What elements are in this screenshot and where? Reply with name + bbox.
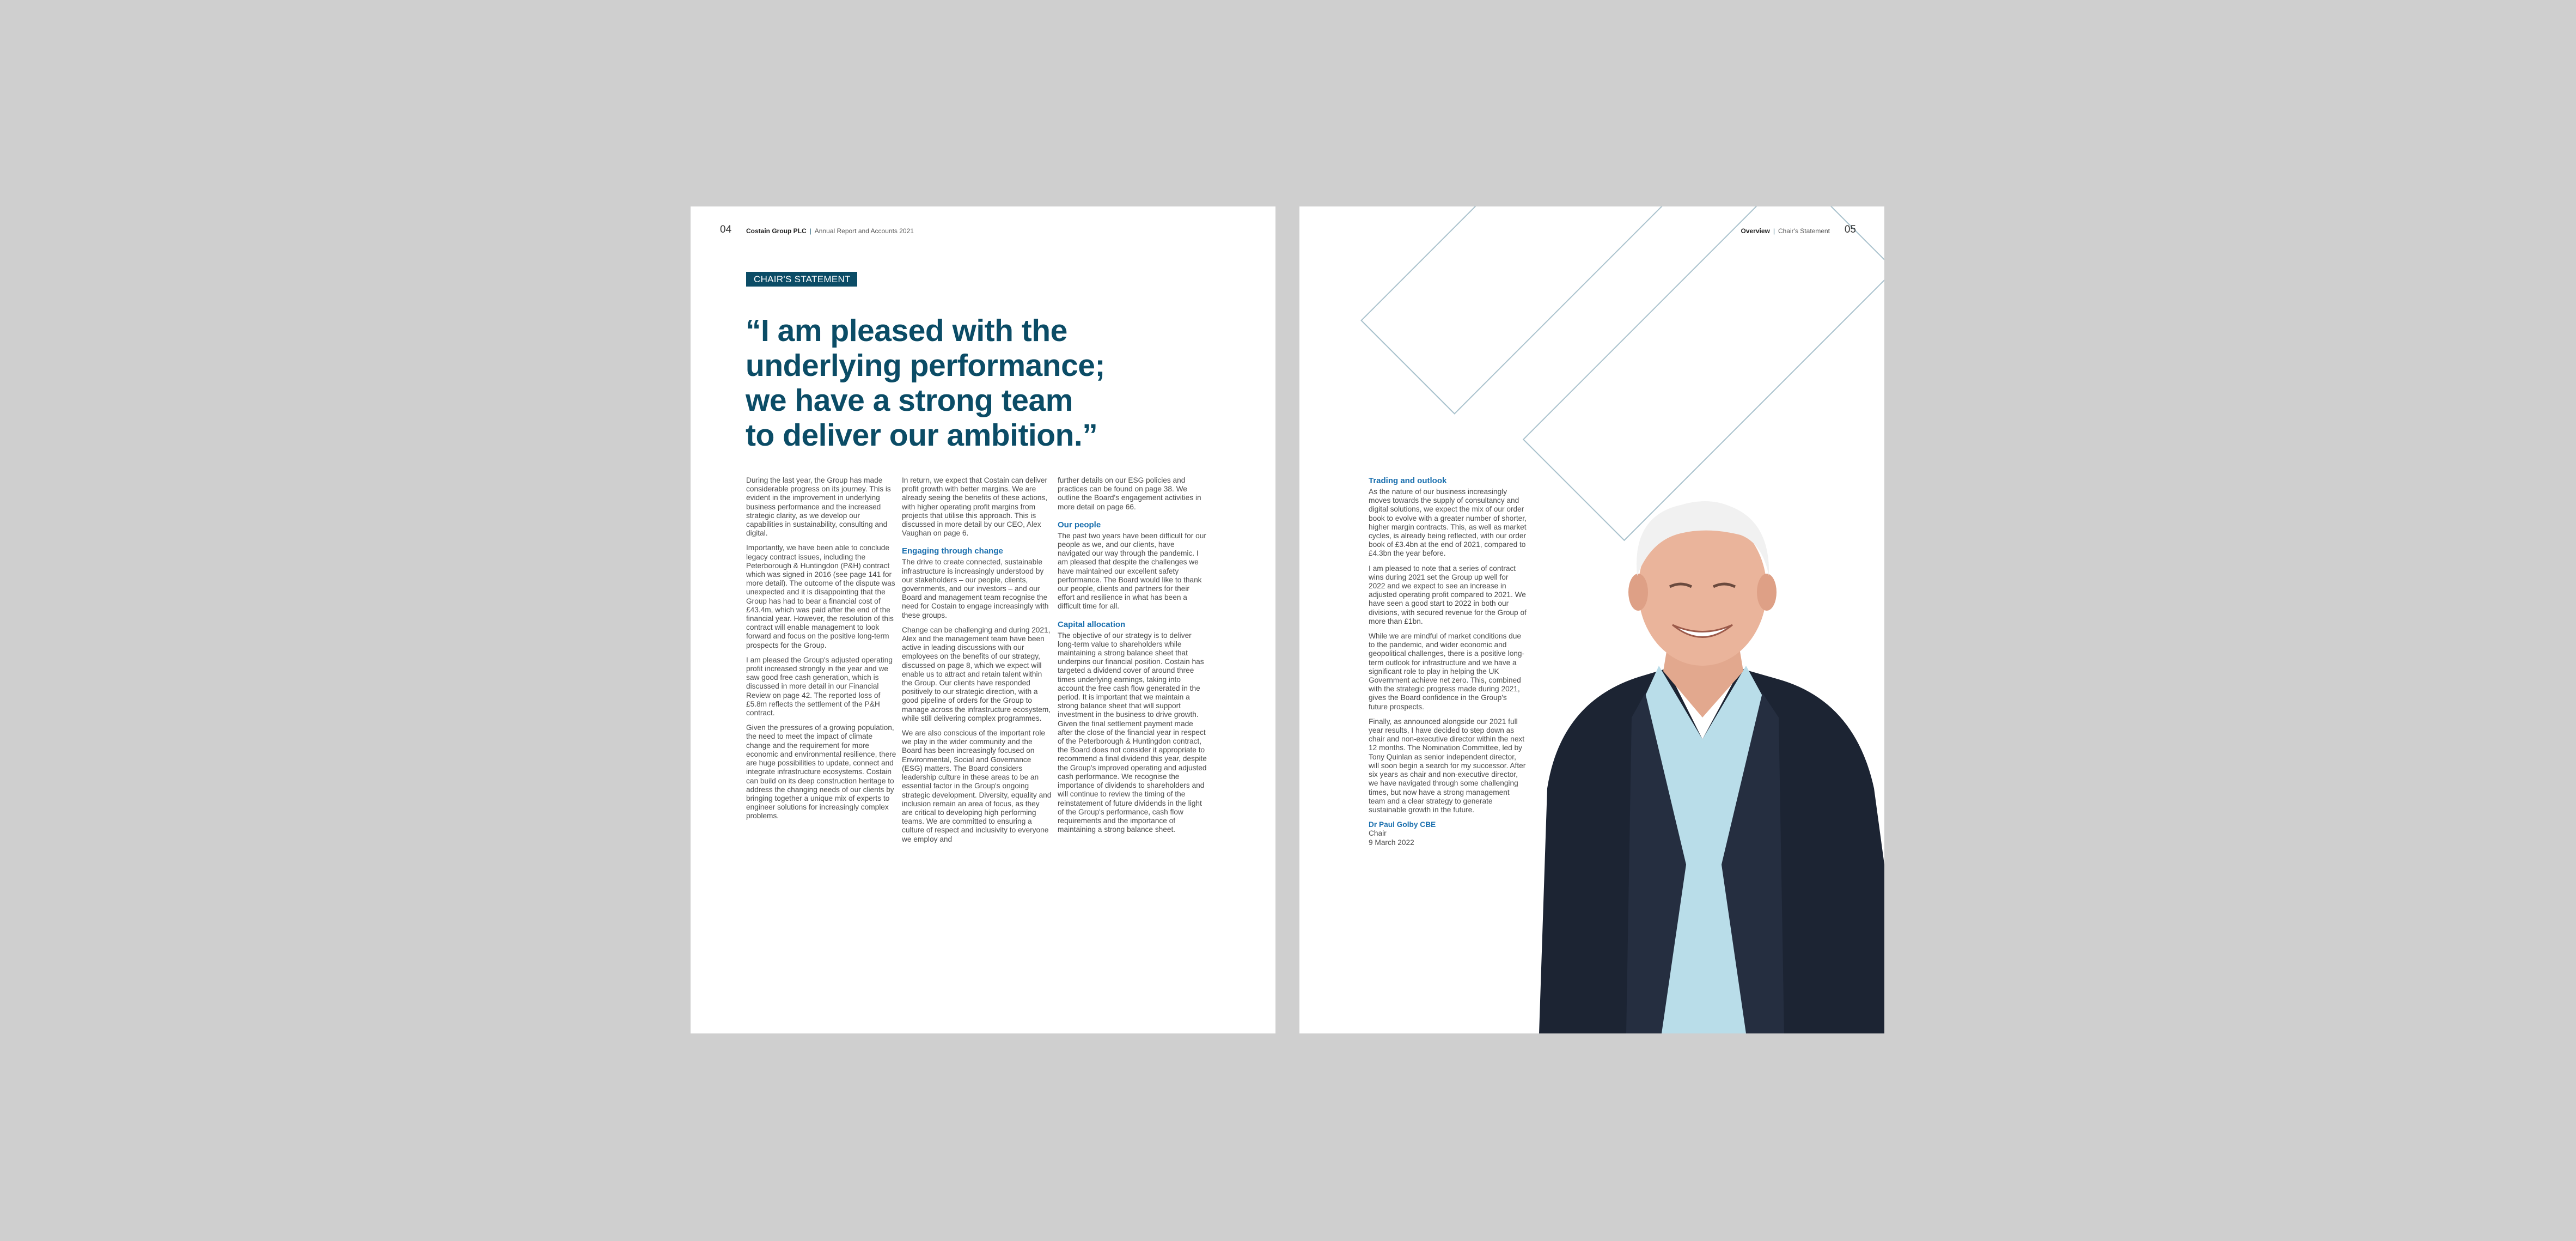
body-paragraph: further details on our ESG policies and practices can be found on page 38. We outline the Board's engagement activities in more detail on page 66. [1058,476,1201,511]
signature-date: 9 March 2022 [1369,838,1414,847]
page-number: 04 [720,224,732,235]
body-paragraph: The objective of our strategy is to deliver long-term value to shareholders while maintaining a strong balance sheet that underpins our financial position. Costain has targeted a dividend cover of around three times underlying earnings, taking into account the free cash flow generated in the period. It is important that we maintain a strong balance sheet that will support investment in the business to drive growth. Given the final settlement payment made after the close of the financial year in respect of the Peterborough & Huntingdon contract, the Board does not consider it appropriate to recommend a final dividend this year, despite the Group's improved operating and adjusted cash performance. We recognise the importance of dividends to shareholders and will continue to review the timing of the reinstatement of future dividends in the light of the Group's performance, cash flow requirements and the importance of maintaining a strong balance sheet. [1058,631,1207,834]
quote-line: underlying performance; [746,348,1105,383]
body-paragraph: I am pleased to note that a series of contract wins during 2021 set the Group up well for 2022 and we expect to see an increase in adjusted operating profit compared to 2021. We have seen a good start to 2022 in both our divisions, with secured revenue for the Group of more than £1bn. [1369,564,1527,625]
body-paragraph: Change can be challenging and during 2021, Alex and the management team have been active in leading discussions with our employees on the benefits of our strategy, discussed on page 8, which we expect will enable us to attract and retain talent within the Group. Our clients have responded positively to our strategic direction, with a good pipeline of orders for the Group to manage across the infrastructure ecosystem, while still delivering complex programmes. [902,625,1051,722]
chair-portrait [1523,483,1884,1033]
running-header: Costain Group PLC | Annual Report and Accounts 2021 [746,227,914,235]
section-heading-trading: Trading and outlook [1369,476,1447,485]
right-page [1299,206,1884,1033]
text-column-3 [1058,476,1208,840]
text-column-right [1369,476,1527,847]
signature-block [1369,820,1527,847]
body-paragraph: In return, we expect that Costain can deliver profit growth with better margins. We are already seeing the benefits of these actions, with higher operating profit margins from projects that utilise this approach. This is discussed in more detail by our CEO, Alex Vaughan on page 6. [902,476,1048,538]
section-tag: CHAIR'S STATEMENT [746,272,857,287]
body-paragraph: Given the pressures of a growing population, the need to meet the impact of climate change and the requirement for more economic and environmental resilience, there are huge possibilities to update, connect and integrate infrastructure ecosystems. Costain can build on its deep construction heritage to address the changing needs of our clients by bringing together a unique mix of experts to engineer solutions for increasingly complex problems. [746,723,896,820]
body-paragraph: We are also conscious of the important role we play in the wider community and the Board has been increasingly focused on Environmental, Social and Governance (ESG) matters. The Board considers leadership culture in these areas to be an essential factor in the Group's ongoing strategic development. Diversity, equality and inclusion remain an area of focus, as they are critical to developing high performing teams. We are committed to ensuring a culture of respect and inclusivity to everyone we employ and [902,729,1052,843]
quote-line: “I am pleased with the [746,313,1067,348]
body-paragraph: During the last year, the Group has made considerable progress on its journey. This is evident in the improvement in underlying business performance and the increased strategic clarity, as we develop our capabilities in sustainability, consulting and digital. [746,476,891,538]
portrait-ear [1628,574,1648,611]
left-page [691,206,1275,1033]
running-header: Overview | Chair's Statement [1741,227,1830,235]
body-paragraph: As the nature of our business increasingly moves towards the supply of consultancy and digital solutions, we expect the mix of our order book to evolve with a greater number of shorter, higher margin contracts. This, as well as market cycles, is already being reflected, with our order book of £3.4bn at the end of 2021, compared to £4.3bn the year before. [1369,488,1527,558]
header-company: Costain Group PLC [746,227,807,235]
body-paragraph: Finally, as announced alongside our 2021 full year results, I have decided to step down as chair and non-executive director within the next 12 months. The Nomination Committee, led by Tony Quinlan as senior independent director, will soon begin a search for my successor. After six years as chair and non-executive director, we have navigated through some challenging times, but now have a strong management team and a clear strategy to generate sustainable growth in the future. [1369,717,1526,814]
body-paragraph: While we are mindful of market conditions due to the pandemic, and wider economic and geopolitical challenges, there is a positive long-term outlook for infrastructure and we have a significant role to play in helping the UK Government achieve net zero. This, combined with the strategic progress made during 2021, gives the Board confidence in the Group's future prospects. [1369,632,1525,711]
text-column-1 [746,476,896,827]
portrait-ear [1757,574,1777,611]
header-document: Annual Report and Accounts 2021 [814,227,914,235]
header-section: Overview [1741,227,1770,235]
pull-quote [746,313,1170,453]
quote-line: we have a strong team [746,383,1073,418]
section-heading-people: Our people [1058,520,1101,530]
body-paragraph: Importantly, we have been able to conclude legacy contract issues, including the Peterborough & Huntingdon (P&H) contract which was signed in 2016 (see page 141 for more detail). The outcome of the dispute was unexpected and it is disappointing that the Group has had to bear a financial cost of £43.4m, which was paid after the end of the financial year. However, the resolution of this contract will enable management to look forward and focus on the positive long-term prospects for the Group. [746,544,895,649]
section-heading-capital: Capital allocation [1058,619,1126,629]
page-number: 05 [1844,224,1856,235]
header-page-title: Chair's Statement [1778,227,1830,235]
body-paragraph: The past two years have been difficult for our people as we, and our clients, have navigated our way through the pandemic. I am pleased that despite the challenges we have maintained our excellent safety performance. The Board would like to thank our people, clients and partners for their effort and resilience in what has been a difficult time for all. [1058,531,1206,611]
text-column-2 [902,476,1052,850]
signatory-title: Chair [1369,829,1387,838]
quote-line: to deliver our ambition.” [746,418,1098,453]
section-heading-engaging: Engaging through change [902,546,1003,556]
body-paragraph: The drive to create connected, sustainable infrastructure is increasingly understood by our stakeholders – our people, clients, governments, and our investors – and our Board and management team recognise the need for Costain to engage increasingly with these groups. [902,558,1049,619]
body-paragraph: I am pleased the Group's adjusted operating profit increased strongly in the year and we saw good free cash generation, which is discussed in more detail in our Financial Review on page 42. The reported loss of £5.8m reflects the settlement of the P&H contract. [746,655,893,717]
signatory-name: Dr Paul Golby CBE [1369,820,1436,829]
